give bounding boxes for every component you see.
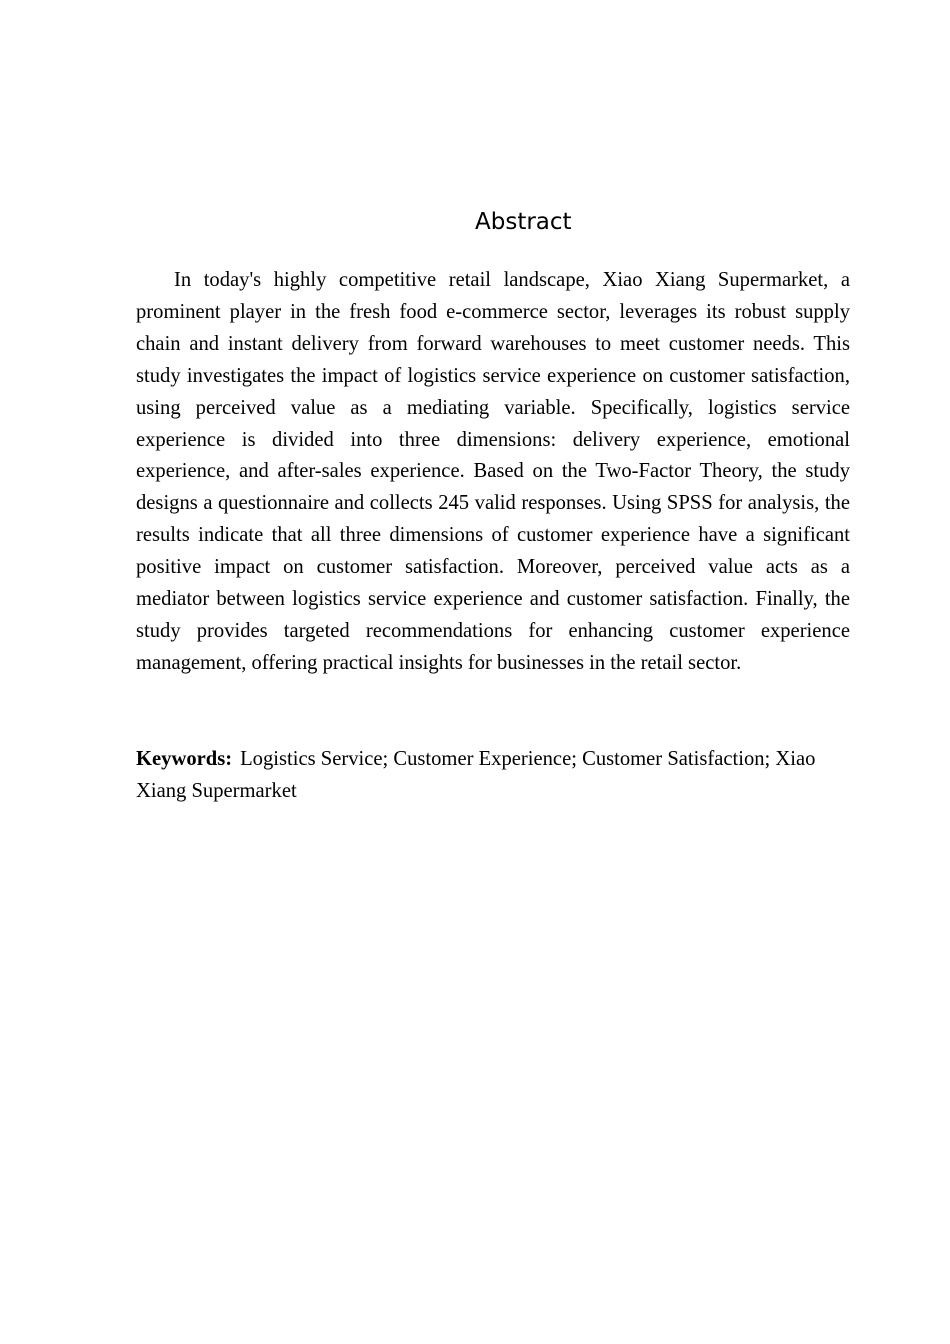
page-title: Abstract: [475, 209, 572, 235]
keywords-list: Logistics Service; Customer Experience; Customer Satisfaction; Xiao Xiang Supermarket: [136, 748, 816, 802]
keywords-section: [136, 744, 850, 808]
abstract-paragraph: In today's highly competitive retail landscape, Xiao Xiang Supermarket, a prominent player in the fresh food e-commerce sector, leverages its robust supply chain and instant delivery from forward warehouses to meet customer needs. This study investigates the impact of logistics service experience on customer satisfaction, using perceived value as a mediating variable. Specifically, logistics service experience is divided into three dimensions: delivery experience, emotional experience, and after-sales experience. Based on the Two-Factor Theory, the study designs a questionnaire and collects 245 valid responses. Using SPSS for analysis, the results indicate that all three dimensions of customer experience have a significant positive impact on customer satisfaction. Moreover, perceived value acts as a mediator between logistics service experience and customer satisfaction. Finally, the study provides targeted recommendations for enhancing customer experience management, offering practical insights for businesses in the retail sector.: [136, 269, 850, 674]
keywords-label: Keywords:: [136, 748, 233, 770]
